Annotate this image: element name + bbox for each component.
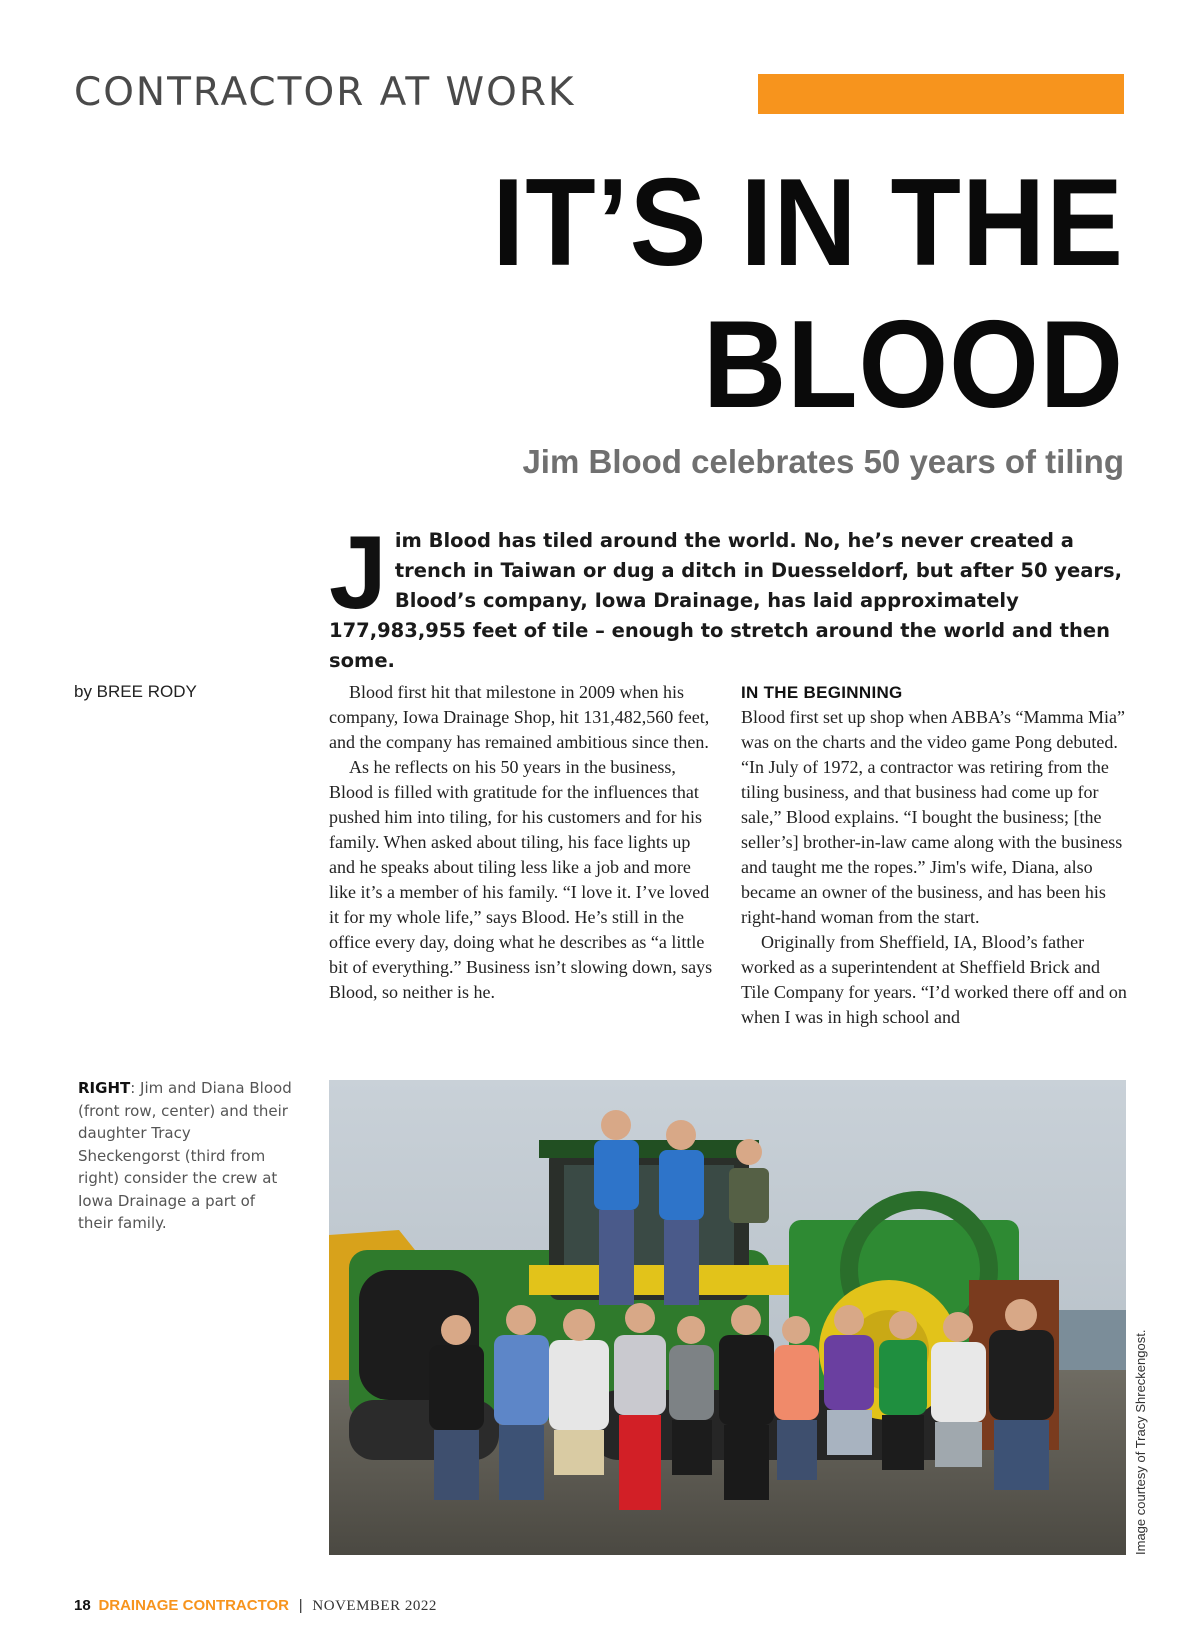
magazine-name: DRAINAGE CONTRACTOR [98, 1597, 289, 1614]
section-heading: IN THE BEGINNING [741, 683, 903, 702]
crew-photo-illustration [329, 1080, 1126, 1555]
article-column-2 [741, 680, 1131, 1030]
body-paragraph: Blood first hit that milestone in 2009 when his company, Iowa Drainage Shop, hit 131,482,560 feet, and the company has remained ambitious since then. [329, 682, 710, 752]
headline-line-1: IT’S IN THE [492, 154, 1124, 292]
caption-text: : Jim and Diana Blood (front row, center) and their daughter Tracy Sheckengorst (third from right) consider the crew at Iowa Drainage a part of their family. [78, 1079, 292, 1232]
accent-bar [758, 74, 1124, 114]
section-label: CONTRACTOR AT WORK [74, 70, 576, 115]
page-number: 18 [74, 1597, 91, 1614]
article-column-1 [329, 680, 715, 1005]
page-footer [74, 1596, 437, 1616]
issue-date: NOVEMBER 2022 [312, 1598, 437, 1614]
drop-cap: J [329, 515, 387, 631]
body-paragraph: Originally from Sheffield, IA, Blood’s father worked as a superintendent at Sheffield Brick and Tile Company for years. “I’d worked there off and on when I was in high school and [741, 932, 1127, 1027]
body-paragraph: As he reflects on his 50 years in the business, Blood is filled with gratitude for the influences that pushed him into tiling, for his customers and for his family. When asked about tiling, his face lights up and he speaks about tiling less like a job and more like it’s a member of his family. “I love it. I’ve loved it for my whole life,” says Blood. He’s still in the office every day, doing what he describes as “a little bit of everything.” Business isn’t slowing down, says Blood, so neither is he. [329, 757, 713, 1002]
crew-photo [329, 1080, 1126, 1555]
subtitle: Jim Blood celebrates 50 years of tiling [522, 443, 1124, 480]
lead-paragraph [329, 515, 1124, 676]
headline [424, 152, 1124, 436]
photo-caption [78, 1077, 293, 1235]
footer-separator: | [298, 1597, 303, 1614]
photo-credit: Image courtesy of Tracy Shreckengost. [1133, 1329, 1148, 1555]
lead-text: im Blood has tiled around the world. No, he’s never created a trench in Taiwan or dug a ditch in Duesseldorf, but after 50 years, Blood’s company, Iowa Drainage, has laid approximately 177,983,955 feet of tile – enough to stretch around the world and then some. [329, 529, 1123, 672]
body-paragraph: Blood first set up shop when ABBA’s “Mamma Mia” was on the charts and the video game Pong debuted. “In July of 1972, a contractor was retiring from the tiling business, and that business had come up for sale,” Blood explains. “I bought the business; [the seller’s] brother-in-law came along with the business and taught me the ropes.” Jim's wife, Diana, also became an owner of the business, and has been his right-hand woman from the start. [741, 707, 1125, 927]
caption-lead-word: RIGHT [78, 1079, 131, 1097]
byline: by BREE RODY [74, 682, 197, 701]
headline-line-2: BLOOD [702, 296, 1124, 434]
